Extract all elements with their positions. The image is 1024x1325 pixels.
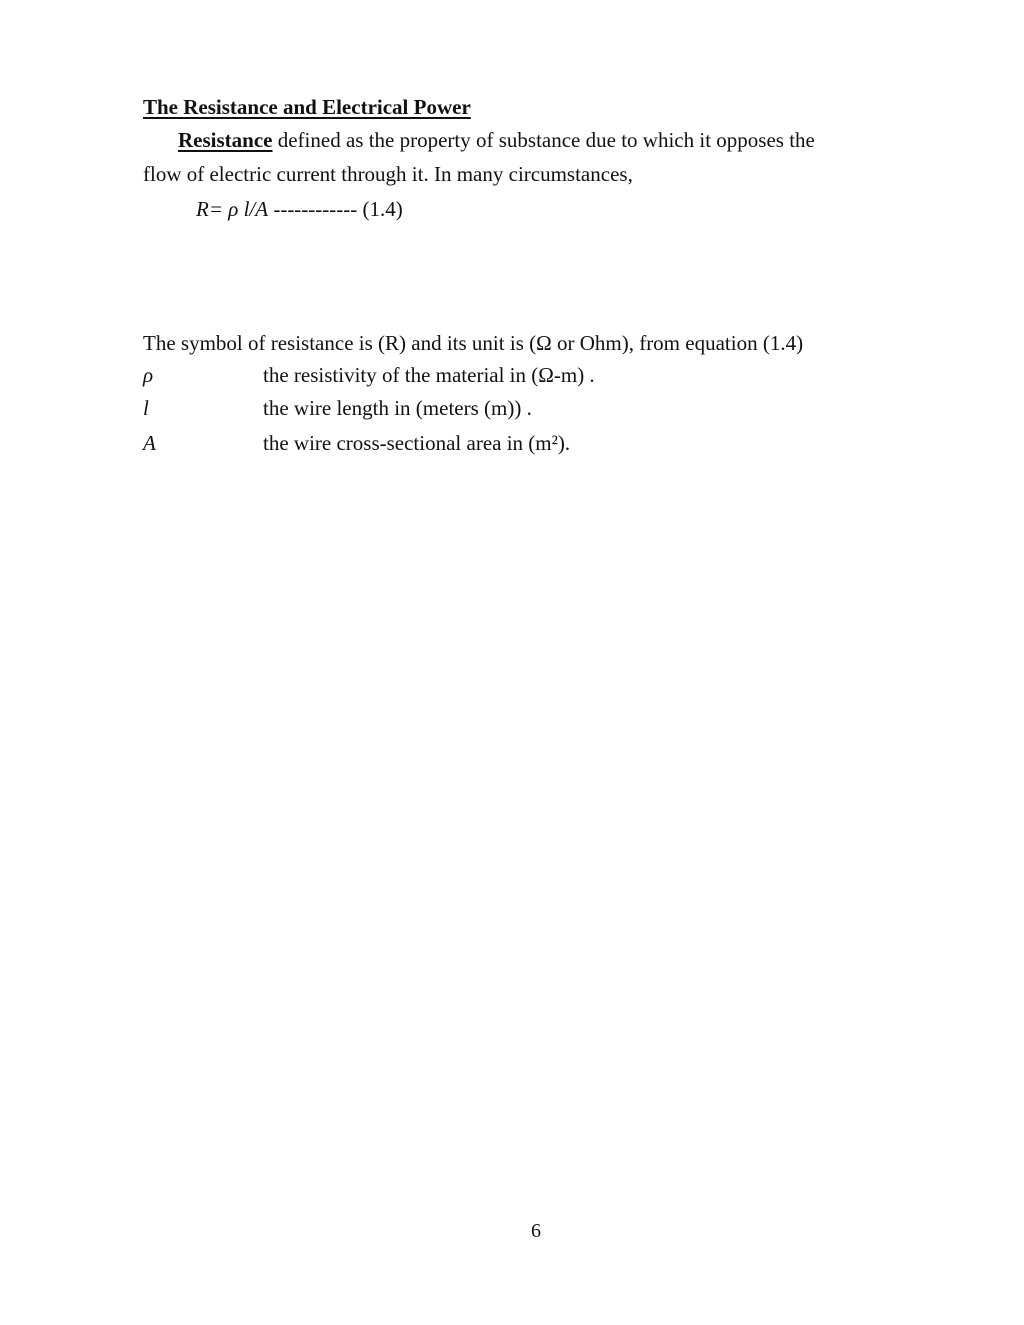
- definition-text-a: the wire cross-sectional area in (m²).: [263, 431, 571, 455]
- paragraph-line-2: flow of electric current through it. In many circumstances,: [143, 162, 633, 186]
- symbol-intro-text: The symbol of resistance is (R) and its unit is (Ω or Ohm), from equation (1.4): [143, 331, 804, 355]
- definition-text-rho: the resistivity of the material in (Ω-m) .: [263, 363, 595, 387]
- paragraph-line-1-text: defined as the property of substance due to which it opposes the: [272, 128, 815, 152]
- equation-formula: R= ρ l/A: [196, 197, 269, 221]
- definition-symbol-l: l: [143, 396, 149, 420]
- equation-number: (1.4): [362, 197, 403, 221]
- definition-symbol-rho: ρ: [143, 363, 154, 387]
- definition-text-l: the wire length in (meters (m)) .: [263, 396, 532, 420]
- page-number: 6: [531, 1220, 541, 1242]
- definition-symbol-a: A: [143, 431, 156, 455]
- defined-term: Resistance: [178, 128, 273, 152]
- paragraph-line-1: [178, 130, 815, 151]
- equation-dashes: ------------: [268, 197, 363, 221]
- equation: [196, 199, 403, 220]
- section-heading: The Resistance and Electrical Power: [143, 95, 471, 119]
